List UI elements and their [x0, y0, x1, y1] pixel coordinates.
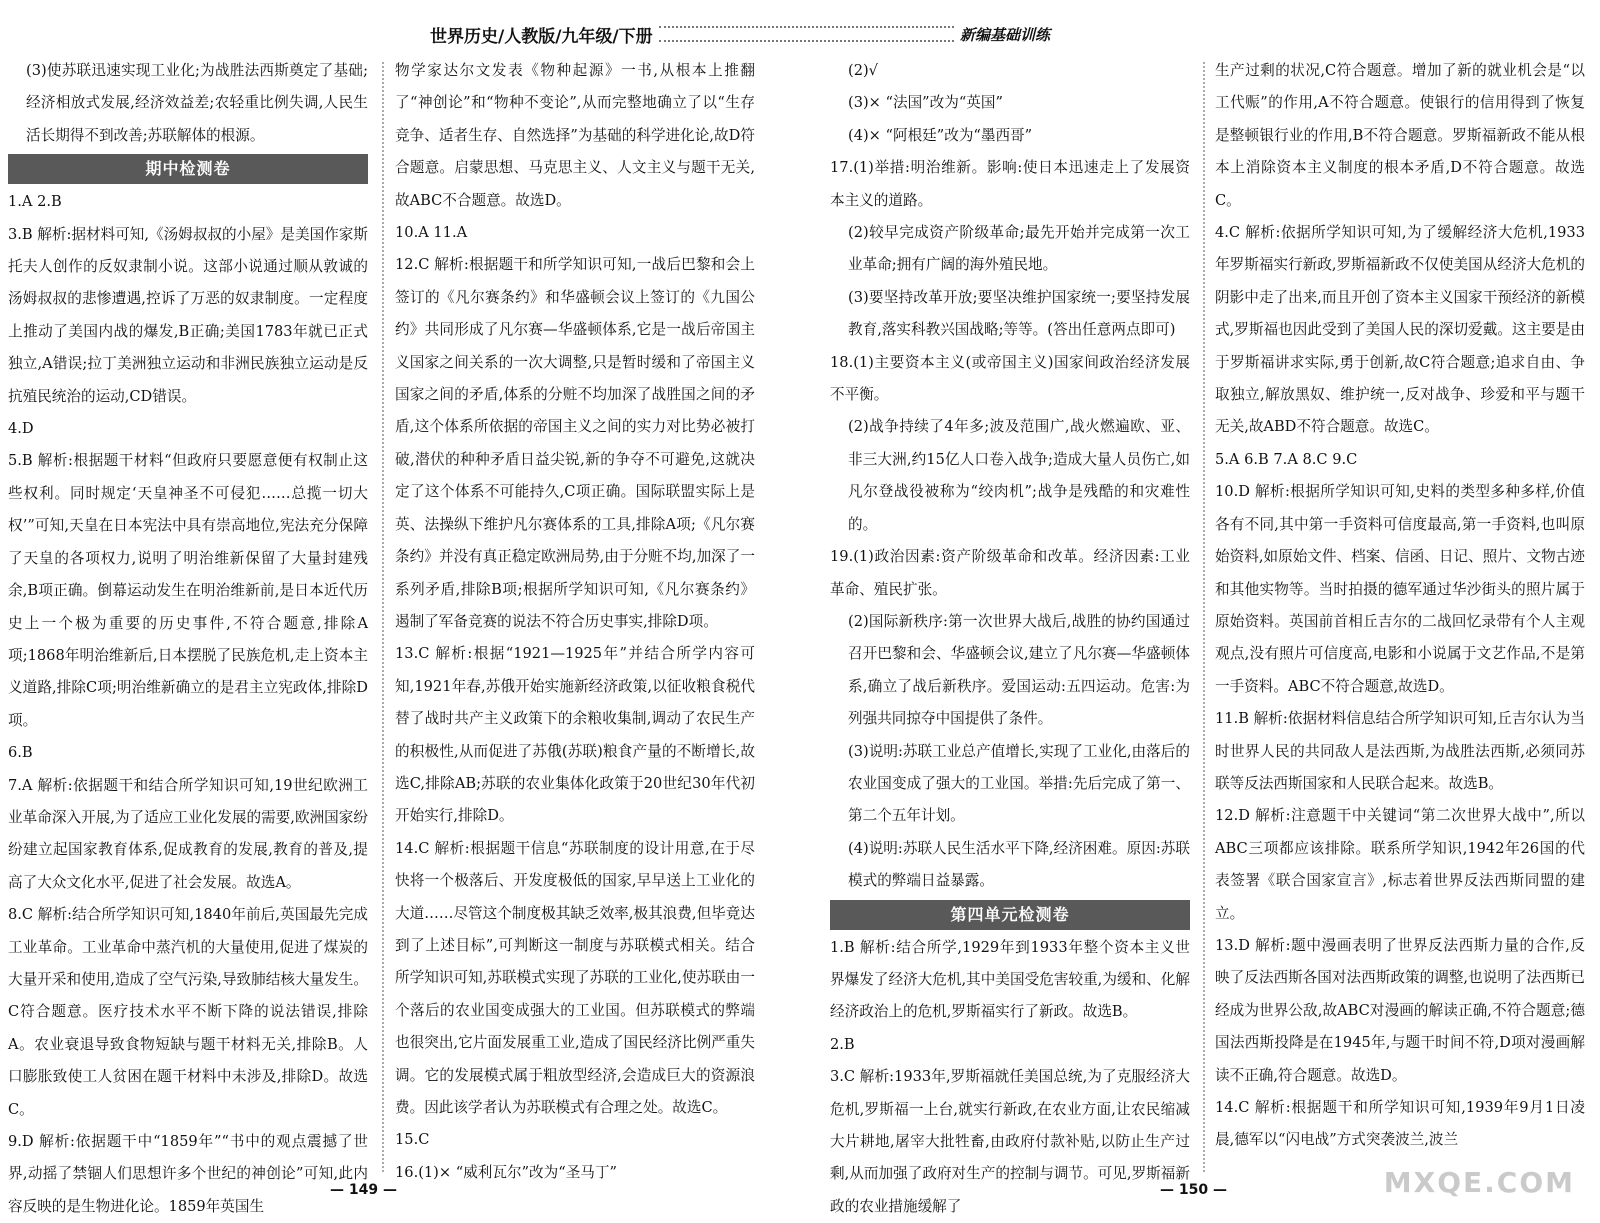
answer-paragraph: (4)说明:苏联人民生活水平下降,经济困难。原因:苏联模式的弊端日益暴露。	[848, 839, 1190, 890]
answer-paragraph: 19.(1)政治因素:资产阶级革命和改革。经济因素:工业革命、殖民扩张。	[830, 548, 1190, 598]
answer-paragraph: 9.D 解析:依据题干中“1859年”“书中的观点震撼了世界,动摇了禁锢人们思想许多个世纪的神创论”可知,此内容反映的是生物进化论。1859年英国生	[8, 1133, 368, 1215]
header-dots	[659, 26, 954, 42]
answer-paragraph: 5.B 解析:根据题干材料“但政府只要愿意便有权制止这些权利。同时规定‘天皇神圣不可侵犯……总揽一切大权’”可知,天皇在日本宪法中具有崇高地位,宪法充分保障了天皇的各项权力,说明了明治维新保留了大量封建残余,B项正确。倒幕运动发生在明治维新前,是日本近代历史上一个极为重要的历史事件,不符合题意,排除A项;1868年明治维新后,日本摆脱了民族危机,走上资本主义道路,排除C项;明治维新确立的是君主立宪政体,排除D项。	[8, 452, 368, 729]
answer-paragraph: 13.D 解析:题中漫画表明了世界反法西斯力量的合作,反映了反法西斯各国对法西斯政策的调整,也说明了法西斯已经成为世界公敌,故ABC对漫画的解读正确,不符合题意;德国法西斯投降是在1945年,与题干时间不符,D项对漫画解读不正确,符合题意。故选D。	[1215, 936, 1585, 1084]
column-4	[1215, 55, 1585, 1157]
page-number-left: — 149 —	[330, 1182, 397, 1198]
page-number-right: — 150 —	[1160, 1182, 1227, 1198]
column-3	[830, 55, 1190, 1223]
answer-paragraph: 4.D	[8, 420, 34, 438]
watermark: MXQE.COM	[1383, 1166, 1575, 1199]
answer-paragraph: (3)要坚持改革开放;要坚决维护国家统一;要坚持发展教育,落实科教兴国战略;等等。(答出任意两点即可)	[848, 288, 1190, 339]
answer-paragraph: 15.C	[395, 1131, 430, 1149]
section-heading-unit4: 第四单元检测卷	[830, 900, 1190, 930]
answer-paragraph: 2.B	[830, 1035, 855, 1053]
section-heading-midterm: 期中检测卷	[8, 154, 368, 184]
answer-paragraph: (2)√	[848, 62, 878, 79]
answer-paragraph: 生产过剩的状况,C符合题意。增加了新的就业机会是“以工代赈”的作用,A不符合题意。使银行的信用得到了恢复是整顿银行业的作用,B不符合题意。罗斯福新政不能从根本上消除资本主义制度的根本矛盾,D不符合题意。故选C。	[1215, 62, 1585, 209]
answer-paragraph: 12.D 解析:注意题干中关键词“第二次世界大战中”,所以ABC三项都应该排除。联系所学知识,1942年26国的代表签署《联合国家宣言》,标志着世界反法西斯同盟的建立。	[1215, 807, 1585, 922]
answer-paragraph: (2)战争持续了4年多;波及范围广,战火燃遍欧、亚、非三大洲,约15亿人口卷入战争;造成大量人员伤亡,如凡尔登战役被称为“绞肉机”;战争是残酷的和灾难性的。	[848, 418, 1190, 533]
answer-paragraph: 物学家达尔文发表《物种起源》一书,从根本上推翻了“神创论”和“物种不变论”,从而完整地确立了以“生存竞争、适者生存、自然选择”为基础的科学进化论,故D符合题意。启蒙思想、马克思主义、人文主义与题干无关,故ABC不合题意。故选D。	[395, 62, 755, 209]
answer-paragraph: 12.C 解析:根据题干和所学知识可知,一战后巴黎和会上签订的《凡尔赛条约》和华盛顿会议上签订的《九国公约》共同形成了凡尔赛—华盛顿体系,它是一战后帝国主义国家之间关系的一次大调整,只是暂时缓和了帝国主义国家之间的矛盾,体系的分赃不均加深了战胜国之间的矛盾,这个体系所依据的帝国主义之间的实力对比势必被打破,潜伏的种种矛盾日益尖锐,新的争夺不可避免,这就决定了这个体系不可能持久,C项正确。国际联盟实际上是英、法操纵下维护凡尔赛体系的工具,排除A项;《凡尔赛条约》并没有真正稳定欧洲局势,由于分赃不均,加深了一系列矛盾,排除B项;根据所学知识可知,《凡尔赛条约》遏制了军备竞赛的说法不符合历史事实,排除D项。	[395, 256, 755, 630]
answer-paragraph: 17.(1)举措:明治维新。影响:使日本迅速走上了发展资本主义的道路。	[830, 159, 1190, 209]
answer-paragraph: 14.C 解析:根据题干信息“苏联制度的设计用意,在于尽快将一个极落后、开发度极低的国家,早早送上工业化的大道……尽管这个制度极其缺乏效率,极其浪费,但毕竟达到了上述目标”,可判断这一制度与苏联模式相关。结合所学知识可知,苏联模式实现了苏联的工业化,使苏联由一个落后的农业国变成强大的工业国。但苏联模式的弊端也很突出,它片面发展重工业,造成了国民经济比例严重失调。它的发展模式属于粗放型经济,会造成巨大的资源浪费。因此该学者认为苏联模式有合理之处。故选C。	[395, 839, 755, 1116]
answer-paragraph: 1.A 2.B	[8, 193, 62, 211]
answer-paragraph: 1.B 解析:结合所学,1929年到1933年整个资本主义世界爆发了经济大危机,其中美国受危害较重,为缓和、化解经济政治上的危机,罗斯福实行了新政。故选B。	[830, 938, 1190, 1021]
answer-paragraph: 18.(1)主要资本主义(或帝国主义)国家间政治经济发展不平衡。	[830, 353, 1190, 404]
column-1	[8, 55, 368, 1223]
answer-paragraph: 3.B 解析:据材料可知,《汤姆叔叔的小屋》是美国作家斯托夫人创作的反奴隶制小说。这部小说通过顺从敦诚的汤姆叔叔的悲惨遭遇,控诉了万恶的奴隶制度。一定程度上推动了美国内战的爆发,B正确;美国1783年就已正式独立,A错误;拉丁美洲独立运动和非洲民族独立运动是反抗殖民统治的运动,CD错误。	[8, 225, 368, 405]
answer-paragraph: 5.A 6.B 7.A 8.C 9.C	[1215, 450, 1358, 468]
answer-paragraph: 7.A 解析:依据题干和结合所学知识可知,19世纪欧洲工业革命深入开展,为了适应工业化发展的需要,欧洲国家纷纷建立起国家教育体系,促成教育的发展,教育的普及,提高了大众文化水平,促进了社会发展。故选A。	[8, 776, 368, 891]
answer-paragraph: (2)国际新秩序:第一次世界大战后,战胜的协约国通过召开巴黎和会、华盛顿会议,建立了凡尔赛—华盛顿体系,确立了战后新秩序。爱国运动:五四运动。危害:为列强共同掠夺中国提供了条件。	[848, 612, 1190, 728]
answer-paragraph: 4.C 解析:依据所学知识可知,为了缓解经济大危机,1933年罗斯福实行新政,罗斯福新政不仅使美国从经济大危机的阴影中走了出来,而且开创了资本主义国家干预经济的新模式,罗斯福也因此受到了美国人民的深切爱戴。这主要是由于罗斯福讲求实际,勇于创新,故C符合题意;追求自由、争取独立,解放黑奴、维护统一,反对战争、珍爱和平与题干无关,故ABD不符合题意。故选C。	[1215, 224, 1585, 436]
column-divider	[1203, 62, 1205, 1172]
answer-paragraph: (2)较早完成资产阶级革命;最先开始并完成第一次工业革命;拥有广阔的海外殖民地。	[848, 224, 1190, 274]
answer-paragraph: 10.A 11.A	[395, 224, 468, 242]
header-brand: 新编基础训练	[959, 25, 1050, 44]
answer-paragraph: 3.C 解析:1933年,罗斯福就任美国总统,为了克服经济大危机,罗斯福一上台,就实行新政,在农业方面,让农民缩减大片耕地,屠宰大批牲畜,由政府付款补贴,以防止生产过剩,从而加强了政府对生产的控制与调节。可见,罗斯福新政的农业措施缓解了	[830, 1068, 1190, 1215]
answer-paragraph: 16.(1)× “威利瓦尔”改为“圣马丁”	[395, 1163, 617, 1181]
answer-paragraph: (3)× “法国”改为“英国”	[848, 94, 1003, 112]
answer-paragraph: 6.B	[8, 744, 33, 762]
answer-paragraph: (3)说明:苏联工业总产值增长,实现了工业化,由落后的农业国变成了强大的工业国。举措:先后完成了第一、第二个五年计划。	[848, 742, 1190, 825]
header	[430, 22, 1050, 46]
answer-paragraph: (3)使苏联迅速实现工业化;为战胜法西斯奠定了基础;经济相放式发展,经济效益差;农轻重比例失调,人民生活长期得不到改善;苏联解体的根源。	[26, 62, 368, 144]
answer-paragraph: 11.B 解析:依据材料信息结合所学知识可知,丘吉尔认为当时世界人民的共同敌人是法西斯,为战胜法西斯,必须同苏联等反法西斯国家和人民联合起来。故选B。	[1215, 710, 1585, 792]
answer-paragraph: 8.C 解析:结合所学知识可知,1840年前后,英国最先完成工业革命。工业革命中蒸汽机的大量使用,促进了煤炭的大量开采和使用,造成了空气污染,导致肺结核大量发生。C符合题意。医疗技术水平不断下降的说法错误,排除A。农业衰退导致食物短缺与题干材料无关,排除B。人口膨胀致使工人贫困在题干材料中未涉及,排除D。故选C。	[8, 906, 368, 1118]
column-divider	[382, 62, 384, 1172]
answer-paragraph: 10.D 解析:根据所学知识可知,史料的类型多种多样,价值各有不同,其中第一手资料可信度最高,第一手资料,也叫原始资料,如原始文件、档案、信函、日记、照片、文物古迹和其他实物等。当时拍摄的德军通过华沙街头的照片属于原始资料。英国前首相丘吉尔的二战回忆录带有个人主观观点,没有照片可信度高,电影和小说属于文艺作品,不是第一手资料。ABC不符合题意,故选D。	[1215, 483, 1585, 695]
answer-paragraph: (4)× “阿根廷”改为“墨西哥”	[848, 126, 1033, 144]
column-2	[395, 55, 755, 1189]
answer-paragraph: 13.C 解析:根据“1921—1925年”并结合所学内容可知,1921年春,苏俄开始实施新经济政策,以征收粮食税代替了战时共产主义政策下的余粮收集制,调动了农民生产的积极性,从而促进了苏俄(苏联)粮食产量的不断增长,故选C,排除AB;苏联的农业集体化政策于20世纪30年代初开始实行,排除D。	[395, 645, 755, 825]
header-title: 世界历史/人教版/九年级/下册	[430, 26, 653, 47]
answer-paragraph: 14.C 解析:根据题干和所学知识可知,1939年9月1日凌晨,德军以“闪电战”方式突袭波兰,波兰	[1215, 1099, 1585, 1149]
